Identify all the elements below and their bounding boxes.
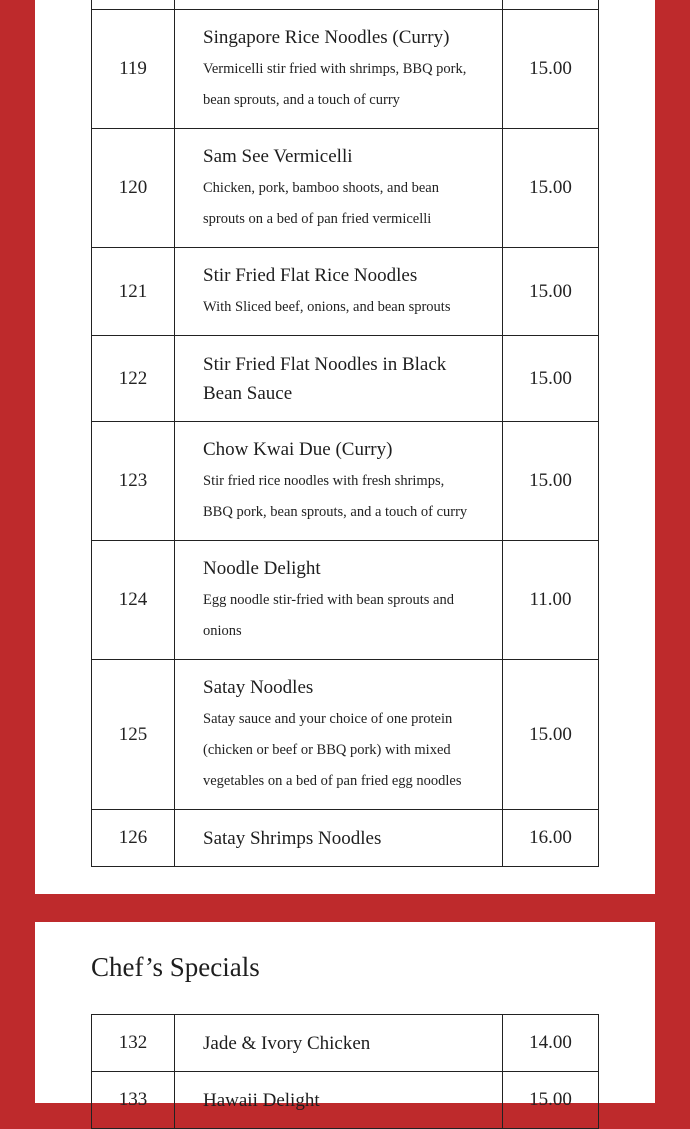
item-number: 126 <box>92 810 175 867</box>
item-name: Stir Fried Flat Rice Noodles <box>203 264 418 286</box>
table-row <box>92 0 599 10</box>
item-cell <box>175 129 503 248</box>
item-price: 16.00 <box>503 810 599 867</box>
table-row <box>92 660 599 810</box>
table-row <box>92 336 599 422</box>
item-cell <box>175 541 503 660</box>
table-row <box>92 422 599 541</box>
item-price: 15.00 <box>503 1072 599 1129</box>
item-description: With Sliced beef, onions, and bean sprouts <box>203 298 451 315</box>
item-description: Vermicelli stir fried with shrimps, BBQ pork, bean sprouts, and a touch of curry <box>203 60 467 108</box>
item-price: 14.00 <box>503 1015 599 1072</box>
table-row <box>92 10 599 129</box>
item-name: Hawaii Delight <box>203 1089 320 1111</box>
item-cell <box>175 1015 503 1072</box>
item-cell <box>175 660 503 810</box>
item-price: 15.00 <box>503 422 599 541</box>
item-cell <box>175 422 503 541</box>
item-price: 15.00 <box>503 248 599 336</box>
item-number: 120 <box>92 129 175 248</box>
item-name: Singapore Rice Noodles (Curry) <box>203 26 450 48</box>
item-description: Egg noodle stir-fried with bean sprouts and onions <box>203 591 454 639</box>
table-row <box>92 1015 599 1072</box>
item-name: Chow Kwai Due (Curry) <box>203 438 393 460</box>
item-number: 119 <box>92 10 175 129</box>
item-name: Jade & Ivory Chicken <box>203 1032 371 1054</box>
item-number: 125 <box>92 660 175 810</box>
item-number: 133 <box>92 1072 175 1129</box>
item-number: 124 <box>92 541 175 660</box>
item-price: 15.00 <box>503 129 599 248</box>
item-name: Sam See Vermicelli <box>203 145 353 167</box>
chefs-specials-table <box>91 1014 599 1129</box>
item-number: 121 <box>92 248 175 336</box>
item-number: 122 <box>92 336 175 422</box>
noodles-menu-table <box>91 0 599 867</box>
chefs-specials-card <box>35 922 655 1111</box>
item-number <box>92 0 175 10</box>
item-description: Chicken, pork, bamboo shoots, and bean sprouts on a bed of pan fried vermicelli <box>203 179 439 227</box>
item-price: 15.00 <box>503 660 599 810</box>
item-cell <box>175 1072 503 1129</box>
item-cell <box>175 248 503 336</box>
table-row <box>92 1072 599 1129</box>
item-description: Satay sauce and your choice of one protein (chicken or beef or BBQ pork) with mixed vegetables on a bed of pan fried egg noodles <box>203 710 462 789</box>
table-row <box>92 129 599 248</box>
item-price: 11.00 <box>503 541 599 660</box>
item-description: Stir fried rice noodles with fresh shrimps, BBQ pork, bean sprouts, and a touch of curry <box>203 472 468 520</box>
item-name: Stir Fried Flat Noodles in Black Bean Sauce <box>203 353 447 404</box>
item-cell <box>175 10 503 129</box>
item-name: Satay Shrimps Noodles <box>203 827 382 849</box>
item-price: 15.00 <box>503 336 599 422</box>
noodles-menu-card <box>35 0 655 894</box>
item-cell <box>175 336 503 422</box>
item-name: Satay Noodles <box>203 676 314 698</box>
table-row <box>92 541 599 660</box>
table-row <box>92 248 599 336</box>
item-cell <box>175 810 503 867</box>
item-number: 132 <box>92 1015 175 1072</box>
item-price <box>503 0 599 10</box>
item-cell <box>175 0 503 10</box>
table-row <box>92 810 599 867</box>
item-name: Noodle Delight <box>203 557 321 579</box>
item-number: 123 <box>92 422 175 541</box>
item-price: 15.00 <box>503 10 599 129</box>
section-title: Chef’s Specials <box>91 952 260 982</box>
